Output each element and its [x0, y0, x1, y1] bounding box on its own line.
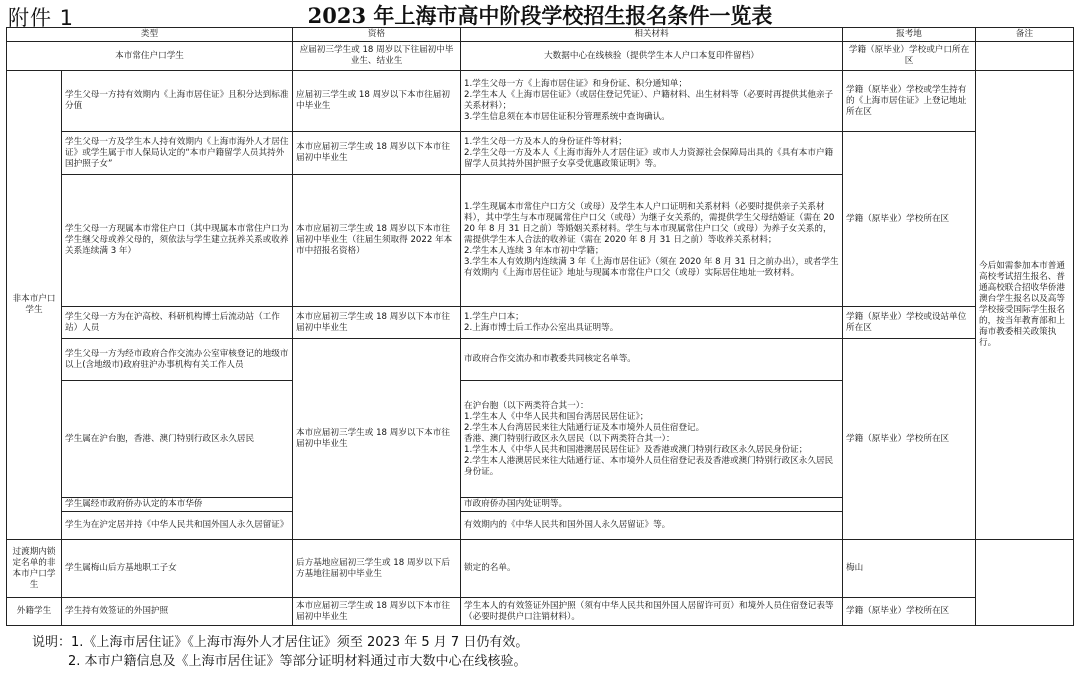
qualification-cell: 本市应届初三学生或 18 周岁以下本市往届初中毕业生: [293, 132, 461, 175]
local-location-cell: 学籍（原毕业）学校或户口所在区: [843, 42, 976, 71]
materials-cell: 锁定的名单。: [461, 540, 843, 598]
material-line: 1.学生本人《中华人民共和国台湾居民居住证》；: [464, 411, 649, 422]
material-line: 2.学生本人港澳居民来往大陆通行证、本市境外人员住宿登记表及香港或澳门特别行政区永久居民身份证。: [464, 455, 834, 477]
condition-cell: 学生为在沪定居并持《中华人民共和国外国人永久居留证》: [62, 512, 293, 540]
condition-cell: 学生属梅山后方基地职工子女: [62, 540, 293, 598]
notes-section: [32, 633, 528, 671]
location-cell: 学籍（原毕业）学校或学生持有的《上海市居住证》上登记地址所在区: [843, 71, 976, 132]
location-cell: 学籍（原毕业）学校或设站单位所在区: [843, 307, 976, 339]
materials-cell: [461, 175, 843, 307]
materials-cell: [461, 339, 843, 381]
material-line: 1.学生本人《中华人民共和国港澳居民居住证》及香港或澳门特别行政区永久居民身份证；: [464, 444, 808, 455]
qualification-cell: 本市应届初三学生或 18 周岁以下本市往届初中毕业生（往届生须取得 2022 年本市中招报名资格）: [293, 175, 461, 307]
table-row: [7, 307, 1074, 339]
table-row-foreign: [7, 598, 1074, 626]
condition-cell: 学生持有效签证的外国护照: [62, 598, 293, 626]
material-line: 在沪台胞（以下两类符合其一）：: [464, 400, 589, 411]
column-header-materials: 相关材料: [461, 28, 843, 42]
materials-cell: [461, 71, 843, 132]
location-cell: 学籍（原毕业）学校所在区: [843, 339, 976, 540]
material-line: 2.学生本人《上海市居住证》（或居住登记凭证）、户籍材料、出生材料等（必要时再提供其他亲子关系材料）；: [464, 90, 834, 111]
location-cell: 梅山: [843, 540, 976, 598]
qualification-cell: 应届初三学生或 18 周岁以下本市往届初中毕业生: [293, 71, 461, 132]
table-row: [7, 71, 1074, 132]
material-line: 3.学生本人有效期内连续满 3 年《上海市居住证》（须在 2020 年 8 月 31 日之前办出），或者学生有效期内《上海市居住证》地址与现属本市常住户口父（或母）实际居住地址一致材料。: [464, 257, 839, 278]
condition-cell: 学生属经市政府侨办认定的本市华侨: [62, 498, 293, 512]
material-line: 2.学生父母一方及本人《上海市海外人才居住证》或市人力资源社会保障局出具的《具有本市户籍留学人员其持外国护照子女享受优惠政策证明》等。: [464, 147, 834, 169]
local-qualification-cell: 应届初三学生或 18 周岁以下往届初中毕业生、结业生: [293, 42, 461, 71]
remark-cell-empty: [976, 540, 1074, 626]
condition-cell: 学生父母一方及学生本人持有效期内《上海市海外人才居住证》或学生属于市人保局认定的“本市户籍留学人员其持外国护照子女”: [62, 132, 293, 175]
admission-conditions-table: [6, 27, 1074, 626]
table-row-transition: [7, 540, 1074, 598]
table-row: [7, 132, 1074, 175]
column-header-type: 类型: [7, 28, 293, 42]
note-line-1: 说明：1.《上海市居住证》《上海市海外人才居住证》须至 2023 年 5 月 7 日仍有效。: [32, 635, 529, 650]
material-line: 市政府侨办国内处证明等。: [464, 499, 568, 509]
materials-cell: [461, 512, 843, 540]
materials-cell: [461, 307, 843, 339]
remark-cell: 今后如需参加本市普通高校考试招生报名、普通高校联合招收华侨港澳台学生报名以及高等学校接受国际学生报名的，按当年教育部和上海市教委相关政策执行。: [976, 71, 1074, 540]
material-line: 2.学生本人台湾居民来往大陆通行证及本市境外人员住宿登记。: [464, 422, 705, 433]
table-row-local: [7, 42, 1074, 71]
location-cell: 学籍（原毕业）学校所在区: [843, 598, 976, 626]
location-cell: 学籍（原毕业）学校所在区: [843, 132, 976, 307]
condition-cell: 学生属在沪台胞，香港、澳门特别行政区永久居民: [62, 381, 293, 498]
material-line: 2.上海市博士后工作办公室出具证明等。: [464, 322, 619, 333]
material-line: 1.学生父母一方《上海市居住证》和身份证、积分通知单；: [464, 79, 688, 89]
materials-cell: 学生本人的有效签证外国护照（须有中华人民共和国外国人居留许可页）和境外人员住宿登记表等（必要时提供户口注销材料）。: [461, 598, 843, 626]
qualification-cell: 本市应届初三学生或 18 周岁以下本市往届初中毕业生: [293, 339, 461, 540]
qualification-cell: 本市应届初三学生或 18 周岁以下本市往届初中毕业生: [293, 598, 461, 626]
column-header-qualification: 资格: [293, 28, 461, 42]
column-header-remark: 备注: [976, 28, 1074, 42]
materials-cell: [461, 498, 843, 512]
table-row: [7, 339, 1074, 381]
condition-cell: 学生父母一方现属本市常住户口（其中现属本市常住户口为学生继父母或养父母的，须依法与学生建立抚养关系或收养关系连续满 3 年）: [62, 175, 293, 307]
header-row: [7, 28, 1074, 42]
attachment-label: 附件 1: [8, 6, 75, 30]
condition-cell: 学生父母一方为在沪高校、科研机构博士后流动站（工作站）人员: [62, 307, 293, 339]
material-line: 1.学生现属本市常住户口方父（或母）及学生本人户口证明和关系材料（必要时提供亲子关系材料），其中学生与本市现属常住户口父（或母）为继子女关系的，需提供学生父母结婚证（需在 2020 年 8 月 31 日之前）等婚姻关系材料。学生与本市现属常住户口父（或母）为养子女关系的，需提供学生本人合法的收养证（需在 2020 年 8 月 31 日之前）等收养关系材料；: [464, 202, 835, 245]
materials-cell: [461, 381, 843, 498]
material-line: 2.学生本人连续 3 年本市初中学籍；: [464, 246, 604, 256]
local-materials-cell: 大数据中心在线核验（提供学生本人户口本复印件留档）: [461, 42, 843, 71]
material-line: 香港、澳门特别行政区永久居民（以下两类符合其一）：: [464, 433, 675, 444]
qualification-cell: 本市应届初三学生或 18 周岁以下本市往届初中毕业生: [293, 307, 461, 339]
qualification-cell: 后方基地应届初三学生或 18 周岁以下后方基地往届初中毕业生: [293, 540, 461, 598]
material-line: 1.学生父母一方及本人的身份证件等材料；: [464, 136, 627, 147]
materials-cell: [461, 132, 843, 175]
material-line: 3.学生信息须在本市居住证积分管理系统中查询确认。: [464, 112, 670, 122]
local-remark-cell: [976, 42, 1074, 71]
material-line: 有效期内的《中华人民共和国外国人永久居留证》等。: [464, 520, 671, 530]
foreign-category-cell: 外籍学生: [7, 598, 62, 626]
nonlocal-category-cell: 非本市户口学生: [7, 71, 62, 540]
note-line-2: 2. 本市户籍信息及《上海市居住证》等部分证明材料通过市大数中心在线核验。: [68, 654, 527, 669]
document-title: 2023 年上海市高中阶段学校招生报名条件一览表: [307, 3, 773, 28]
local-type-cell: 本市常住户口学生: [7, 42, 293, 71]
column-header-location: 报考地: [843, 28, 976, 42]
transition-category-cell: 过渡期内锁定名单的非本市户口学生: [7, 540, 62, 598]
material-line: 1.学生户口本；: [464, 311, 524, 322]
material-line: 市政府合作交流办和市教委共同核定名单等。: [464, 354, 636, 364]
condition-cell: 学生父母一方持有效期内《上海市居住证》且积分达到标准分值: [62, 71, 293, 132]
condition-cell: 学生父母一方为经市政府合作交流办公室审核登记的地级市以上(含地级市)政府驻沪办事机构有关工作人员: [62, 339, 293, 381]
